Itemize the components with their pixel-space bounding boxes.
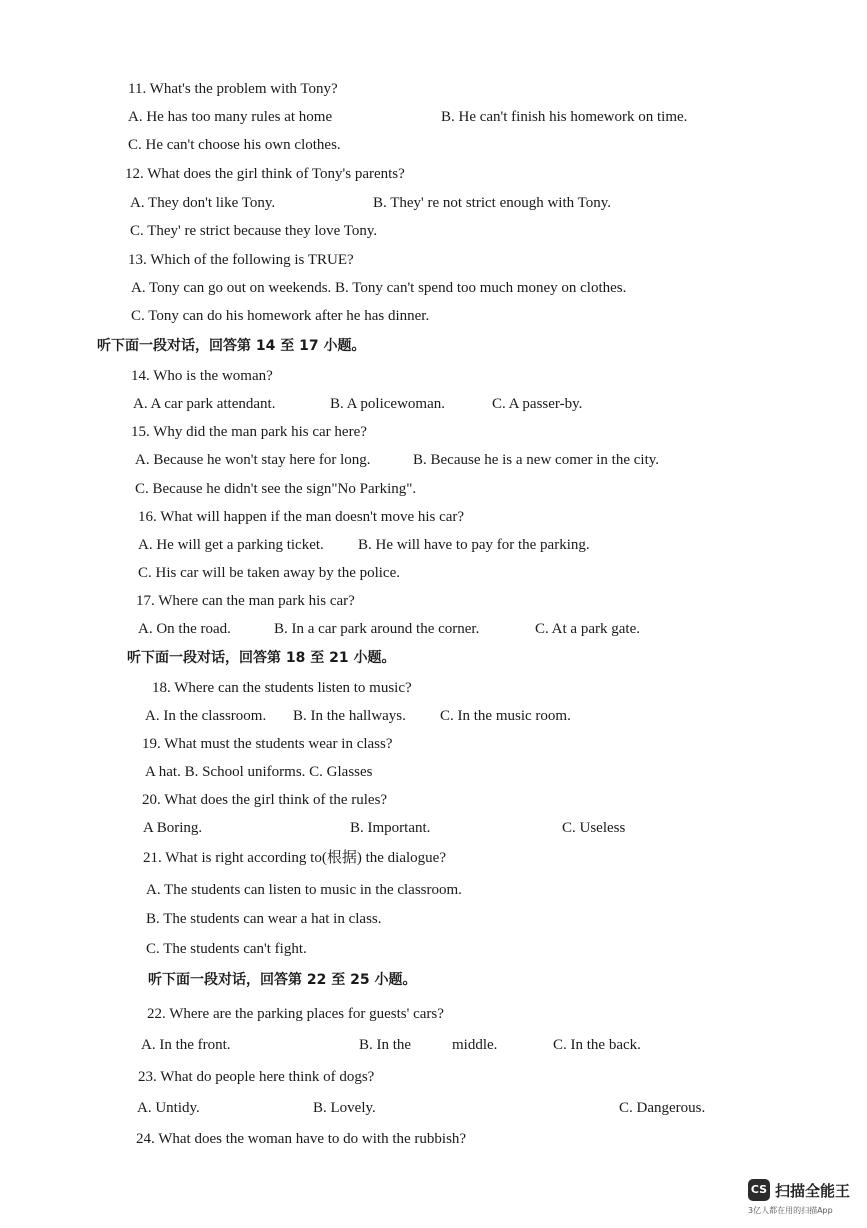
option-b: B. In the hallways.: [293, 708, 406, 724]
section-header-22-25: 听下面一段对话，回答第 22 至 25 小题。: [148, 972, 417, 988]
option-b: B. The students can wear a hat in class.: [146, 911, 382, 927]
option-a: A. In the front.: [141, 1037, 231, 1053]
question-21: 21. What is right according to(根据) the dialogue?: [143, 850, 446, 866]
option-a: A. He has too many rules at home: [128, 109, 333, 125]
option-c: C. Useless: [562, 820, 626, 836]
option-c: C. His car will be taken away by the police.: [138, 565, 401, 581]
watermark-tagline: 3亿人都在用的扫描App: [748, 1206, 833, 1215]
question-24: 24. What does the woman have to do with the rubbish?: [136, 1131, 467, 1147]
option-a: A. Because he won't stay here for long.: [135, 452, 371, 468]
option-b: B. They' re not strict enough with Tony.: [373, 195, 612, 211]
question-23: 23. What do people here think of dogs?: [138, 1069, 375, 1085]
question-22: 22. Where are the parking places for guests' cars?: [147, 1006, 444, 1022]
scanner-watermark: [748, 1179, 866, 1223]
option-b-part2: middle.: [452, 1037, 498, 1053]
section-header-18-21: 听下面一段对话，回答第 18 至 21 小题。: [127, 650, 396, 666]
option-c: C. Dangerous.: [619, 1100, 706, 1116]
option-b: B. A policewoman.: [330, 396, 445, 412]
question-13-options-ab: A. Tony can go out on weekends. B. Tony can't spend too much money on clothes.: [131, 280, 627, 296]
option-c: C. In the back.: [553, 1037, 641, 1053]
option-b: B. Because he is a new comer in the city.: [413, 452, 660, 468]
option-b: B. He will have to pay for the parking.: [358, 537, 590, 553]
option-a: A. Untidy.: [137, 1100, 200, 1116]
option-c: C. They' re strict because they love Tony.: [130, 223, 378, 239]
option-c: C. At a park gate.: [535, 621, 640, 637]
option-a: A. They don't like Tony.: [130, 195, 276, 211]
option-a: A. In the classroom.: [145, 708, 267, 724]
option-c: C. Because he didn't see the sign"No Parking".: [135, 481, 417, 497]
option-b: B. In a car park around the corner.: [274, 621, 480, 637]
option-a: A. On the road.: [138, 621, 231, 637]
option-a: A. He will get a parking ticket.: [138, 537, 324, 553]
option-b: B. Important.: [350, 820, 431, 836]
question-11: 11. What's the problem with Tony?: [128, 81, 338, 97]
option-c: C. Tony can do his homework after he has dinner.: [131, 308, 430, 324]
camscanner-logo-icon: CS: [748, 1179, 770, 1201]
question-19-options: A hat. B. School uniforms. C. Glasses: [145, 764, 373, 780]
option-b-part1: B. In the: [359, 1037, 412, 1053]
question-12: 12. What does the girl think of Tony's parents?: [125, 166, 405, 182]
question-16: 16. What will happen if the man doesn't move his car?: [138, 509, 465, 525]
question-13: 13. Which of the following is TRUE?: [128, 252, 354, 268]
watermark-app-name: 扫描全能王: [775, 1182, 851, 1200]
option-a: A. The students can listen to music in the classroom.: [146, 882, 462, 898]
option-a: A. A car park attendant.: [133, 396, 276, 412]
question-17: 17. Where can the man park his car?: [136, 593, 355, 609]
section-header-14-17: 听下面一段对话，回答第 14 至 17 小题。: [97, 338, 366, 354]
option-b: B. He can't finish his homework on time.: [441, 109, 688, 125]
option-c: C. He can't choose his own clothes.: [128, 137, 341, 153]
question-15: 15. Why did the man park his car here?: [131, 424, 367, 440]
option-a: A Boring.: [143, 820, 203, 836]
question-20: 20. What does the girl think of the rules?: [142, 792, 388, 808]
question-18: 18. Where can the students listen to music?: [152, 680, 412, 696]
option-c: C. A passer-by.: [492, 396, 583, 412]
question-19: 19. What must the students wear in class?: [142, 736, 393, 752]
option-b: B. Lovely.: [313, 1100, 376, 1116]
question-14: 14. Who is the woman?: [131, 368, 273, 384]
option-c: C. In the music room.: [440, 708, 571, 724]
option-c: C. The students can't fight.: [146, 941, 307, 957]
